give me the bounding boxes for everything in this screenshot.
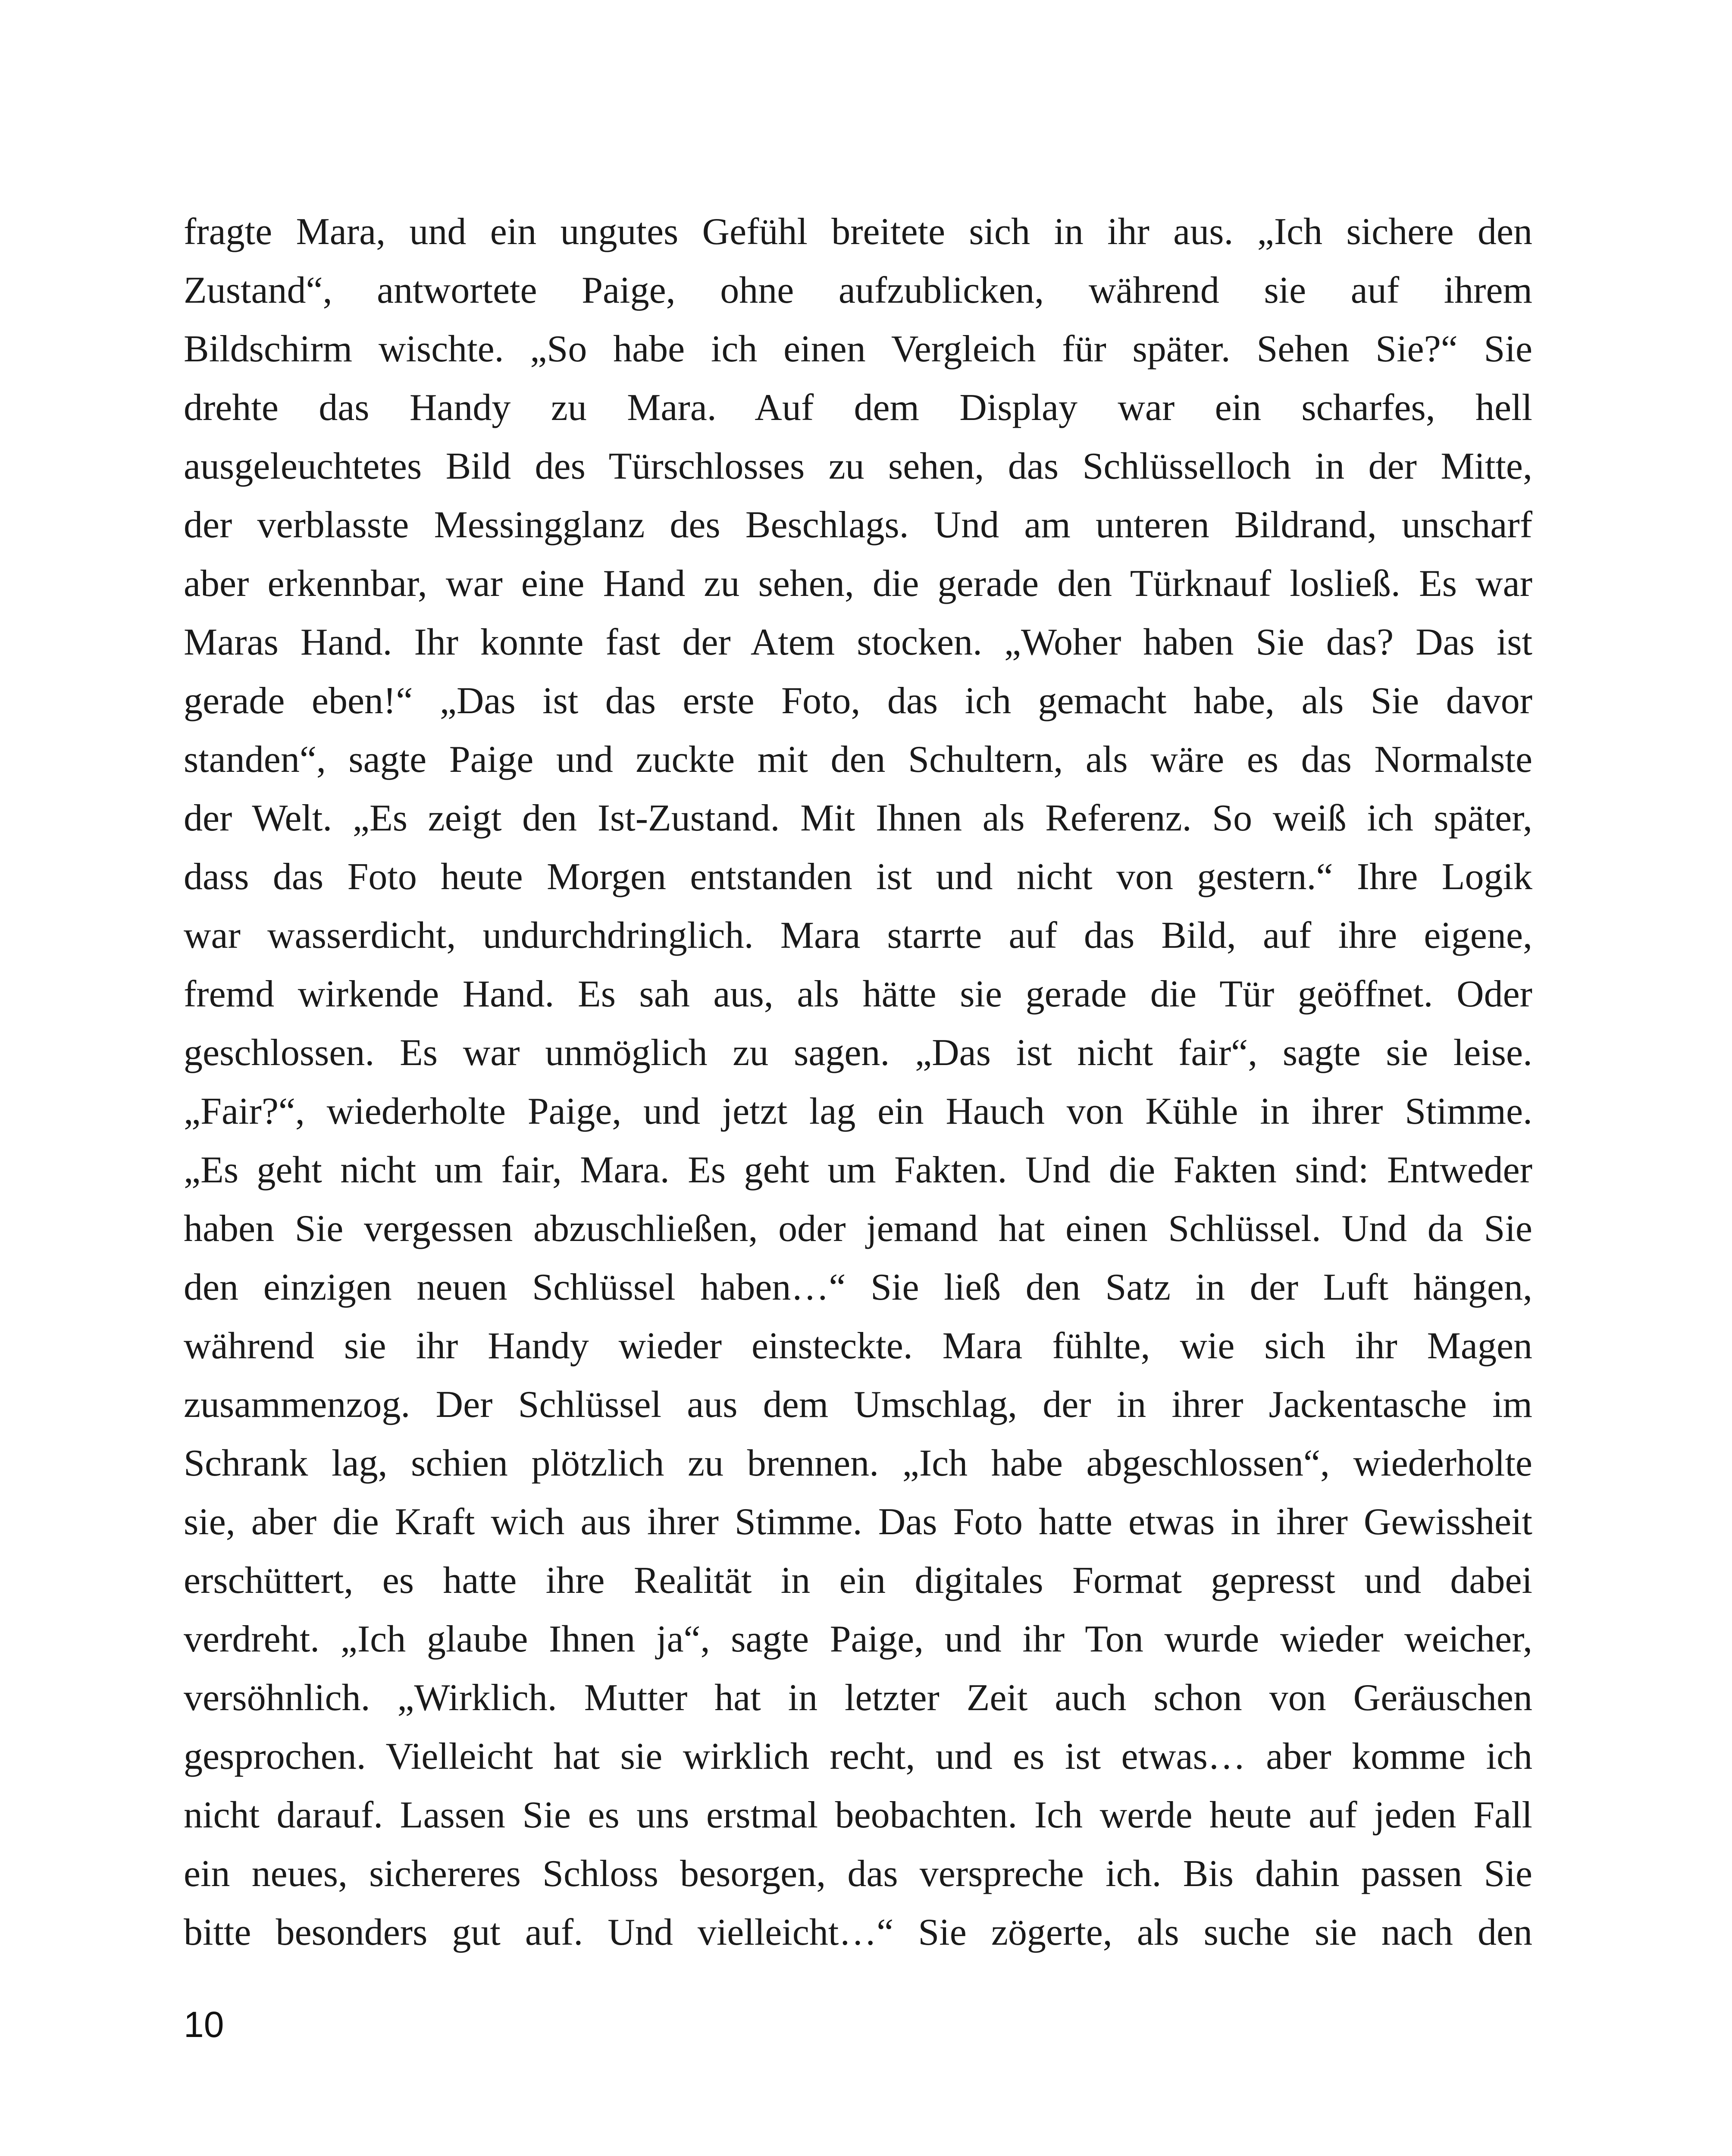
body-text [184, 203, 1532, 1962]
text-line: zusammenzog. Der Schlüssel aus dem Umschlag, der in ihrer Jackentasche im [184, 1384, 1532, 1426]
text-line: Zustand“, antwortete Paige, ohne aufzublicken, während sie auf ihrem [184, 270, 1532, 311]
text-line: sie, aber die Kraft wich aus ihrer Stimme. Das Foto hatte etwas in ihrer Gewissheit [184, 1501, 1532, 1543]
text-line: standen“, sagte Paige und zuckte mit den Schultern, als wäre es das Normalste [184, 739, 1532, 780]
text-line: verdreht. „Ich glaube Ihnen ja“, sagte Paige, und ihr Ton wurde wieder weicher, [184, 1618, 1532, 1660]
text-line: fragte Mara, und ein ungutes Gefühl breitete sich in ihr aus. „Ich sichere den [184, 211, 1532, 253]
text-line: erschüttert, es hatte ihre Realität in ein digitales Format gepresst und dabei [184, 1560, 1532, 1601]
text-line: gerade eben!“ „Das ist das erste Foto, das ich gemacht habe, als Sie davor [184, 680, 1532, 722]
text-line: der verblasste Messingglanz des Beschlags. Und am unteren Bildrand, unscharf [184, 504, 1532, 546]
text-line: Maras Hand. Ihr konnte fast der Atem stocken. „Woher haben Sie das? Das ist [184, 621, 1532, 663]
text-line: ausgeleuchtetes Bild des Türschlosses zu sehen, das Schlüsselloch in der Mitte, [184, 445, 1532, 487]
text-line: „Fair?“, wiederholte Paige, und jetzt lag ein Hauch von Kühle in ihrer Stimme. [184, 1091, 1532, 1132]
text-line: dass das Foto heute Morgen entstanden ist und nicht von gestern.“ Ihre Logik [184, 856, 1532, 898]
text-line: „Es geht nicht um fair, Mara. Es geht um Fakten. Und die Fakten sind: Entweder [184, 1149, 1532, 1191]
text-line: Bildschirm wischte. „So habe ich einen Vergleich für später. Sehen Sie?“ Sie [184, 328, 1532, 370]
text-line: geschlossen. Es war unmöglich zu sagen. „Das ist nicht fair“, sagte sie leise. [184, 1032, 1532, 1074]
text-line: während sie ihr Handy wieder einsteckte. Mara fühlte, wie sich ihr Magen [184, 1325, 1532, 1367]
text-line: versöhnlich. „Wirklich. Mutter hat in letzter Zeit auch schon von Geräuschen [184, 1677, 1532, 1719]
text-line: haben Sie vergessen abzuschließen, oder jemand hat einen Schlüssel. Und da Sie [184, 1208, 1532, 1250]
text-line: ein neues, sichereres Schloss besorgen, das verspreche ich. Bis dahin passen Sie [184, 1853, 1532, 1895]
text-line: den einzigen neuen Schlüssel haben…“ Sie ließ den Satz in der Luft hängen, [184, 1266, 1532, 1308]
text-line: aber erkennbar, war eine Hand zu sehen, die gerade den Türknauf losließ. Es war [184, 563, 1532, 605]
text-line: gesprochen. Vielleicht hat sie wirklich recht, und es ist etwas… aber komme ich [184, 1736, 1532, 1777]
text-line: nicht darauf. Lassen Sie es uns erstmal beobachten. Ich werde heute auf jeden Fall [184, 1794, 1532, 1836]
text-line: bitte besonders gut auf. Und vielleicht…“ Sie zögerte, als suche sie nach den [184, 1912, 1532, 1953]
page-number: 10 [184, 2004, 224, 2045]
text-line: Schrank lag, schien plötzlich zu brennen. „Ich habe abgeschlossen“, wiederholte [184, 1442, 1532, 1484]
text-line: der Welt. „Es zeigt den Ist-Zustand. Mit Ihnen als Referenz. So weiß ich später, [184, 797, 1532, 839]
text-line: fremd wirkende Hand. Es sah aus, als hätte sie gerade die Tür geöffnet. Oder [184, 973, 1532, 1015]
text-line: drehte das Handy zu Mara. Auf dem Display war ein scharfes, hell [184, 387, 1532, 429]
text-line: war wasserdicht, undurchdringlich. Mara starrte auf das Bild, auf ihre eigene, [184, 915, 1532, 956]
